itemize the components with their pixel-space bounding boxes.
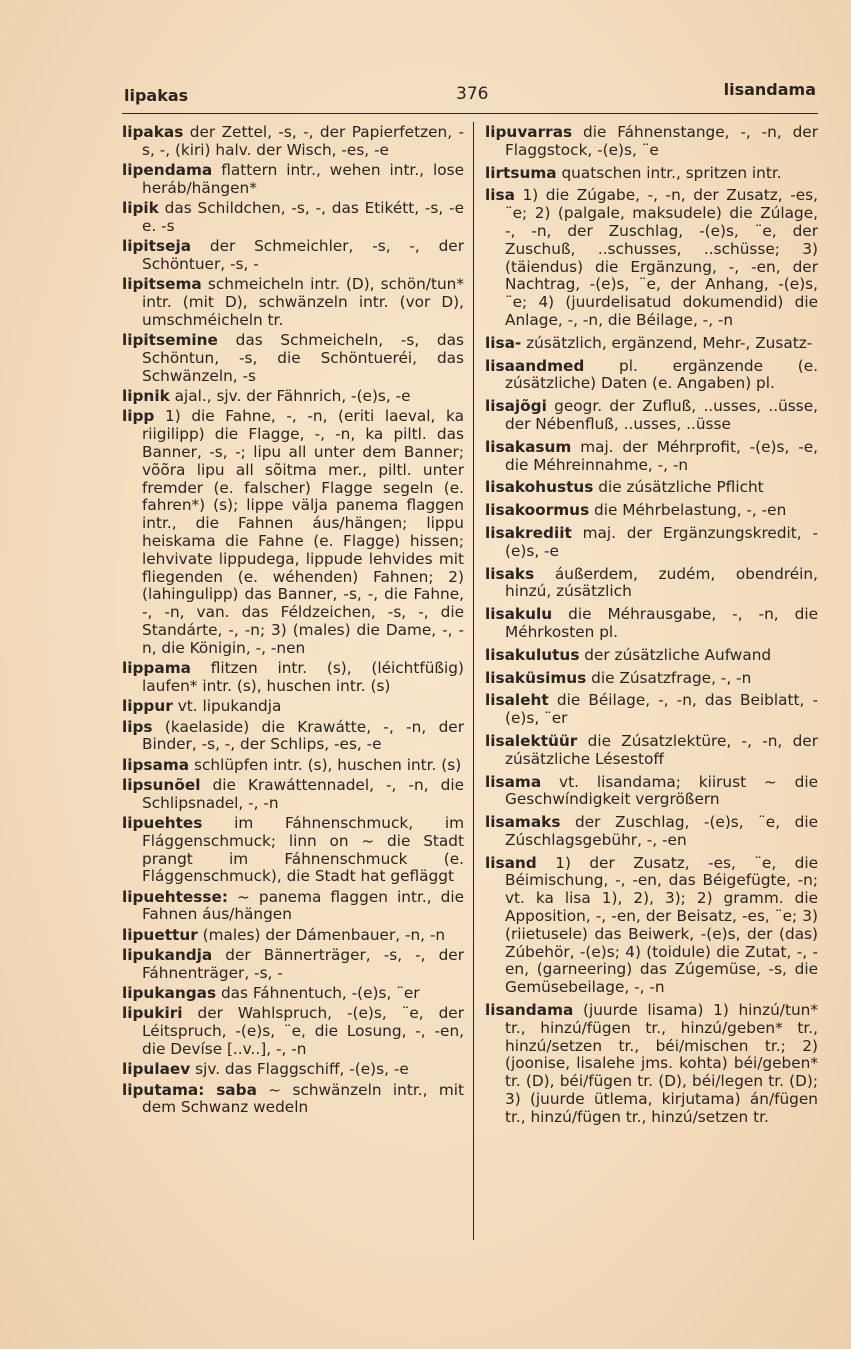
headword: lisakoormus xyxy=(485,501,590,520)
definition: im Fáhnenschmuck, im Flággenschmuck; linn on ~ die Stadt prangt im Fáhnenschmuck (e. Flággenschmuck), die Stadt hat gefläggt xyxy=(142,813,464,886)
definition: die Fáhnenstange, -, -n, der Flaggstock, -(e)s, ¨e xyxy=(505,123,818,159)
dictionary-entry xyxy=(122,719,464,755)
dictionary-entry xyxy=(122,889,464,925)
dictionary-entry xyxy=(122,1061,464,1079)
headword: lippama xyxy=(122,659,191,678)
page-header xyxy=(122,80,818,114)
dictionary-entry xyxy=(485,814,818,850)
headword: lisakohustus xyxy=(485,478,594,497)
headword: lipendama xyxy=(122,161,213,180)
headword: lisa xyxy=(485,186,515,205)
headword: lisakrediit xyxy=(485,523,572,542)
definition: vt. lisandama; kiirust ~ die Geschwíndigkeit vergrößern xyxy=(505,772,818,809)
headword: lipp xyxy=(122,407,155,426)
definition: quatschen intr., spritzen intr. xyxy=(556,163,782,182)
headword: lisaleht xyxy=(485,691,549,710)
dictionary-entry xyxy=(485,335,818,353)
definition: die Krawáttennadel, -, -n, die Schlipsnadel, -, -n xyxy=(142,775,464,812)
headword: lipuehtesse: xyxy=(122,887,228,906)
definition: (males) der Dámenbauer, -n, -n xyxy=(197,925,446,944)
dictionary-entry xyxy=(122,276,464,329)
definition: ~ schwänzeln intr., mit dem Schwanz wedeln xyxy=(142,1080,464,1117)
headword: lipuvarras xyxy=(485,123,573,141)
headword: lisaküsimus xyxy=(485,668,587,687)
dictionary-entry xyxy=(485,165,818,183)
dictionary-entry xyxy=(122,698,464,716)
left-column xyxy=(122,124,464,1120)
dictionary-entry xyxy=(485,502,818,520)
definition: das Schmeicheln, -s, das Schöntun, -s, die Schöntueréi, das Schwänzeln, -s xyxy=(142,331,464,385)
dictionary-entry xyxy=(122,777,464,813)
headword: lisand xyxy=(485,853,537,872)
definition: schlüpfen intr. (s), huschen intr. (s) xyxy=(189,755,462,774)
headword: lipukangas xyxy=(122,984,217,1003)
headword: liputama: saba xyxy=(122,1080,257,1099)
definition: sjv. das Flaggschiff, -(e)s, -e xyxy=(190,1060,409,1079)
headword: lips xyxy=(122,717,153,736)
page-number: 376 xyxy=(456,84,489,104)
definition: áußerdem, zudém, obendréin, hinzú, zúsätzlich xyxy=(505,564,818,601)
header-rule xyxy=(122,113,818,114)
dictionary-entry xyxy=(485,358,818,394)
headword: lipsama xyxy=(122,755,190,774)
definition: ~ panema flaggen intr., die Fahnen áus/hängen xyxy=(142,887,464,924)
headword: lisa- xyxy=(485,333,522,352)
dictionary-entry xyxy=(485,774,818,810)
definition: der Wahlspruch, -(e)s, ¨e, der Léitspruch, -(e)s, ¨e, die Losung, -, -en, die Devíse [..v..], -, -n xyxy=(142,1004,464,1059)
headword: lisalektüür xyxy=(485,731,578,750)
headword: lisakulu xyxy=(485,605,553,624)
headword: lippur xyxy=(122,697,173,716)
headword: lipnik xyxy=(122,387,170,406)
definition: die Méhrbelastung, -, -en xyxy=(589,501,787,520)
headword: lipukiri xyxy=(122,1004,183,1023)
dictionary-entry xyxy=(485,124,818,160)
headword: lipik xyxy=(122,199,159,218)
dictionary-entry xyxy=(122,200,464,236)
definition: die Zúsatzfrage, -, -n xyxy=(586,668,752,687)
definition: ajal., sjv. der Fähnrich, -(e)s, -e xyxy=(169,387,411,406)
dictionary-entry xyxy=(485,479,818,497)
headword: lipuehtes xyxy=(122,813,203,832)
dictionary-entry xyxy=(485,670,818,688)
dictionary-entry xyxy=(485,1002,818,1127)
definition: der Schmeichler, -s, -, der Schöntuer, -s, - xyxy=(142,237,464,274)
definition: geogr. der Zufluß, ..usses, ..üsse, der Nébenfluß, ..usses, ..üsse xyxy=(505,397,818,433)
headword: lipitsemine xyxy=(122,331,218,350)
headword: lipitseja xyxy=(122,237,192,256)
dictionary-entry xyxy=(122,815,464,886)
headword: lisama xyxy=(485,772,542,791)
headword: lisaandmed xyxy=(485,356,585,375)
dictionary-entry xyxy=(485,733,818,769)
definition: zúsätzlich, ergänzend, Mehr-, Zusatz- xyxy=(521,333,813,352)
dictionary-entry xyxy=(122,1082,464,1118)
dictionary-entry xyxy=(485,647,818,665)
dictionary-entry xyxy=(122,927,464,945)
definition: maj. der Ergänzungskredit, -(e)s, -e xyxy=(505,523,818,560)
definition: die Méhrausgabe, -, -n, die Méhrkosten pl. xyxy=(505,605,818,641)
definition: flattern intr., wehen intr., lose heráb/hängen* xyxy=(142,161,464,197)
column-divider xyxy=(473,122,474,1240)
dictionary-entry xyxy=(485,692,818,728)
header-first-headword: lipakas xyxy=(124,86,189,105)
definition: der Zuschlag, -(e)s, ¨e, die Zúschlagsgebühr, -, -en xyxy=(505,813,818,849)
definition: (kaelaside) die Krawátte, -, -n, der Binder, -s, -, der Schlips, -es, -e xyxy=(142,717,464,754)
dictionary-entry xyxy=(122,408,464,657)
headword: lisakasum xyxy=(485,437,572,456)
definition: maj. der Méhrprofit, -(e)s, -e, die Méhreinnahme, -, -n xyxy=(505,437,818,474)
definition: der zúsätzliche Aufwand xyxy=(579,645,772,664)
dictionary-entry xyxy=(485,606,818,642)
definition: pl. ergänzende (e. zúsätzliche) Daten (e. Angaben) pl. xyxy=(505,356,818,393)
headword: lisakulutus xyxy=(485,645,580,664)
headword: lipulaev xyxy=(122,1060,191,1079)
header-last-headword: lisandama xyxy=(723,80,816,99)
headword: lipsunõel xyxy=(122,775,201,794)
definition: 1) der Zusatz, -es, ¨e, die Béimischung, -, -en, das Béigefügte, -n; vt. ka lisa 1), 2), 3); 2) gramm. die Apposition, -, -en, der Beisatz, -es, ¨e; 3) (riietusele) das Beiwerk, -(e)s, der (das) Zúbehör, -(e)s; 4) (toidule) die Zutat, -, -en, (garneering) das Zúgemüse, -s, die Gemüsebeilage, -, -n xyxy=(505,853,818,997)
definition: schmeicheln intr. (D), schön/tun* intr. (mit D), schwänzeln intr. (vor D), umschméicheln tr. xyxy=(142,275,464,329)
definition: die zúsätzliche Pflicht xyxy=(593,478,764,497)
dictionary-entry xyxy=(122,1005,464,1058)
dictionary-entry xyxy=(122,985,464,1003)
right-column xyxy=(485,124,818,1132)
dictionary-entry xyxy=(122,660,464,696)
headword: lirtsuma xyxy=(485,163,557,182)
dictionary-entry xyxy=(122,947,464,983)
dictionary-entry xyxy=(485,855,818,997)
dictionary-entry xyxy=(122,332,464,385)
headword: lipukandja xyxy=(122,946,213,965)
headword: lipuettur xyxy=(122,925,198,944)
dictionary-entry xyxy=(122,238,464,274)
dictionary-entry xyxy=(485,439,818,475)
definition: 1) die Fahne, -, -n, (eriti laeval, ka riigilipp) die Flagge, -, -n, ka piltl. das Banner, -s, -; lipu all unter dem Banner; võõra lipu all sõitma mer., piltl. unter fremder (e. falscher) Flagge segeln (e. fahren*) (s); lippe välja panema flaggen intr., die Fahnen áus/hängen; lippu heiskama die Fahne (e. Flagge) hissen; lehvivate lippudega, lippude lehvides mit fliegenden (e. wéhenden) Fahnen; 2) (lahingulipp) das Banner, -s, -, die Fahne, -, -n, van. das Féldzeichen, -s, -, die Standárte, -, -n; 3) (males) die Dame, -, -n, die Königin, -, -nen xyxy=(142,407,464,657)
headword: lisamaks xyxy=(485,813,561,832)
definition: flitzen intr. (s), (léichtfüßig) laufen* intr. (s), huschen intr. (s) xyxy=(142,659,464,695)
definition: das Fáhnentuch, -(e)s, ¨er xyxy=(216,984,420,1003)
definition: der Bännerträger, -s, -, der Fáhnenträger, -s, - xyxy=(142,946,464,982)
definition: die Zúsatzlektüre, -, -n, der zúsätzliche Lésestoff xyxy=(505,731,818,768)
headword: lipitsema xyxy=(122,275,202,294)
dictionary-entry xyxy=(485,187,818,329)
definition: die Béilage, -, -n, das Beiblatt, -(e)s, ¨er xyxy=(505,691,818,728)
headword: lisaks xyxy=(485,564,535,583)
dictionary-entry xyxy=(122,757,464,775)
dictionary-entry xyxy=(122,124,464,160)
headword: lisandama xyxy=(485,1001,574,1020)
definition: vt. lipukandja xyxy=(172,697,282,716)
headword: lisajõgi xyxy=(485,397,547,416)
definition: das Schildchen, -s, -, das Etikétt, -s, -e e. -s xyxy=(142,199,464,235)
definition: 1) die Zúgabe, -, -n, der Zusatz, -es, ¨e; 2) (palgale, maksudele) die Zúlage, -, -n, der Zuschlag, -(e)s, ¨e, der Zuschuß, ..schusses, ..schüsse; 3) (täiendus) die Ergänzung, -, -en, der Nachtrag, -(e)s, ¨e, der Anhang, -(e)s, ¨e; 4) (juurdelisatud dokumendid) die Anlage, -, -n, die Béilage, -, -n xyxy=(505,186,818,329)
dictionary-entry xyxy=(485,566,818,602)
dictionary-entry xyxy=(122,388,464,406)
dictionary-entry xyxy=(122,162,464,198)
dictionary-entry xyxy=(485,525,818,561)
headword: lipakas xyxy=(122,123,184,141)
definition: der Zettel, -s, -, der Papierfetzen, -s, -, (kiri) halv. der Wisch, -es, -e xyxy=(142,123,464,159)
dictionary-entry xyxy=(485,398,818,434)
definition: (juurde lisama) 1) hinzú/tun* tr., hinzú/fügen tr., hinzú/geben* tr., hinzú/setzen tr., béi/mischen tr.; 2) (joonise, lisalehe jms. kohta) béi/geben* tr. (D), béi/fügen tr. (D), béi/legen tr. (D); 3) (juurde ütlema, kirjutama) án/fügen tr., hinzú/fügen tr., hinzú/setzen tr. xyxy=(505,1001,818,1126)
